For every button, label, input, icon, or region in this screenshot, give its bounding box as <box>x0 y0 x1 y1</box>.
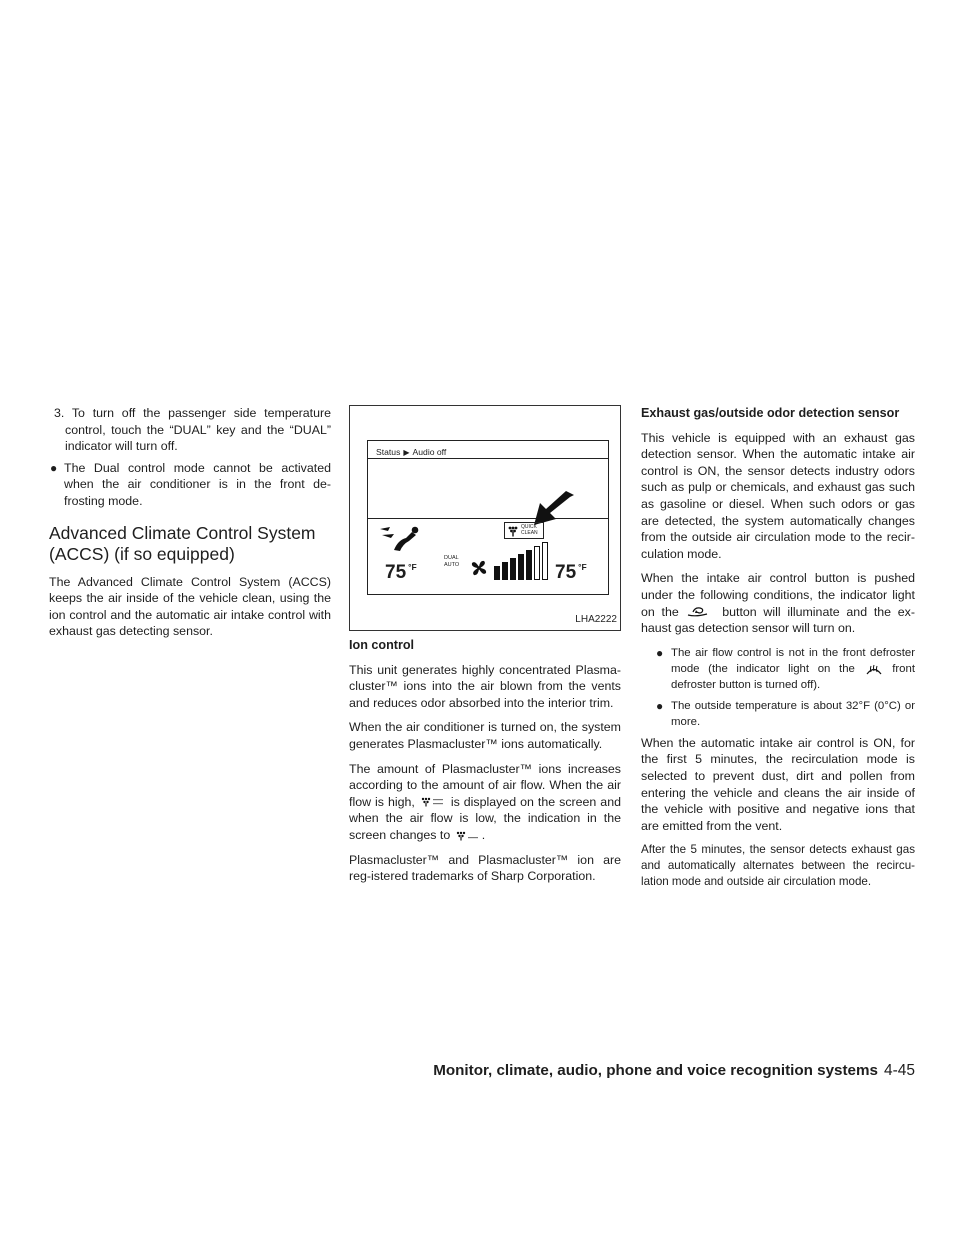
exhaust-sensor-heading: Exhaust gas/outside odor detection sensor <box>641 406 900 420</box>
status-label: Status <box>376 447 401 457</box>
passenger-temp-unit: °F <box>578 562 587 572</box>
air-flow-mode-icon <box>378 524 422 552</box>
exhaust-p2-part1: When the intake air control button is pushed under the following conditions, the indicator light on the <box>641 571 915 619</box>
plasmacluster-low-icon <box>456 831 480 841</box>
page-number: 4-45 <box>883 1062 915 1079</box>
ion-control-p2: When the air conditioner is turned on, the system generates Plasmacluster™ ions automatically. <box>349 720 621 751</box>
fan-speed-bars <box>494 539 562 581</box>
condition-2-text: The outside temperature is about 32°F (0°C) or more. <box>671 699 915 728</box>
middle-column <box>349 405 621 893</box>
bullet-text: The Dual control mode cannot be activated when the air conditioner is in the front de-frosting mode. <box>64 460 331 508</box>
play-triangle-icon: ▶ <box>403 448 410 457</box>
condition-bullet-1 <box>655 645 915 693</box>
exhaust-sensor-p3: When the automatic intake air control is ON, for the first 5 minutes, the recirculation mode is selected to prevent dust, dirt and pollen from entering the vehicle and cleans the air inside of the vehicle with positive and negative ions that are emitted from the vent. <box>641 735 915 833</box>
left-column <box>49 405 331 648</box>
accs-heading-line2: (ACCS) (if so equipped) <box>49 544 235 565</box>
display-screen <box>367 440 609 595</box>
right-column <box>641 405 915 898</box>
ion-control-p3 <box>349 761 621 844</box>
plasmacluster-high-icon <box>421 797 445 807</box>
badge-text <box>521 524 538 536</box>
driver-temp-value: 75 <box>385 562 407 583</box>
status-bar <box>368 441 608 459</box>
condition-1-part1: The air flow control is not in the front defroster mode (the indicator light on the <box>671 646 915 675</box>
exhaust-p2-part2: button will illuminate and the ex-haust gas detection sensor will turn on. <box>641 604 915 636</box>
accs-heading <box>49 523 331 566</box>
step-3-text: 3. To turn off the passenger side temperature control, touch the “DUAL” key and the “DUAL” indicator will turn off. <box>54 406 331 454</box>
plasmacluster-icon <box>507 525 519 537</box>
driver-temperature <box>385 559 417 582</box>
exhaust-sensor-p2 <box>641 570 915 636</box>
page-footer <box>418 1062 915 1080</box>
bullet-dot: ● <box>656 645 664 660</box>
ion-p3-part3: . <box>481 827 486 842</box>
ion-control-heading: Ion control <box>349 638 415 652</box>
dual-label: DUAL <box>444 555 459 561</box>
climate-display-figure <box>349 405 621 631</box>
auto-label: AUTO <box>444 562 460 568</box>
bullet-dot: ● <box>50 460 58 475</box>
ion-p3-part1: The amount of Plasmacluster™ ions increases according to the amount of air flow. When the air flow is high, <box>349 761 621 809</box>
dual-auto-indicator <box>444 555 459 569</box>
badge-line2: CLEAN <box>521 530 538 536</box>
driver-temp-unit: °F <box>408 562 417 572</box>
front-defroster-icon <box>866 663 882 675</box>
exhaust-sensor-p1: This vehicle is equipped with an exhaust gas detection sensor. When the automatic intake air control is ON, the sensor detects industry odors such as pulp or chemicals, and exhaust gas such as gasoline or diesel. When such odors or gas are detected, the system automatically changes from the outside air circulation mode to the recir-culation mode. <box>641 430 915 561</box>
fan-icon <box>470 559 488 577</box>
condition-1-part2: front defroster button is turned off). <box>671 662 916 691</box>
ion-p3-part2: is displayed on the screen and when the air flow is low, the indication in the screen changes to <box>349 794 621 842</box>
dual-mode-bullet <box>49 460 331 510</box>
ion-control-p4: Plasmacluster™ and Plasmacluster™ ion are reg-istered trademarks of Sharp Corporation. <box>349 852 621 884</box>
condition-bullet-2 <box>655 698 915 730</box>
audio-label: Audio off <box>412 447 447 457</box>
accs-heading-line1: Advanced Climate Control System <box>49 522 316 543</box>
recirculation-icon <box>687 606 713 618</box>
ion-control-p1: This unit generates highly concentrated Plasma-cluster™ ions into the air blown from the vents and reduces odor absorbed into the interior trim. <box>349 662 621 710</box>
figure-code: LHA2222 <box>575 614 617 626</box>
passenger-temp-value: 75 <box>555 562 577 583</box>
quick-clean-badge <box>504 522 544 539</box>
exhaust-sensor-p4: After the 5 minutes, the sensor detects exhaust gas and automatically alternates between the recircu-lation mode and outside air circulation mode. <box>641 843 915 889</box>
badge-line1: QUICK <box>521 524 537 530</box>
bullet-dot: ● <box>656 698 664 713</box>
accs-intro: The Advanced Climate Control System (ACCS) keeps the air inside of the vehicle clean, using the ion control and the automatic air intake control with exhaust gas detecting sensor. <box>49 574 331 639</box>
footer-section-title: Monitor, climate, audio, phone and voice recognition systems <box>433 1062 878 1079</box>
